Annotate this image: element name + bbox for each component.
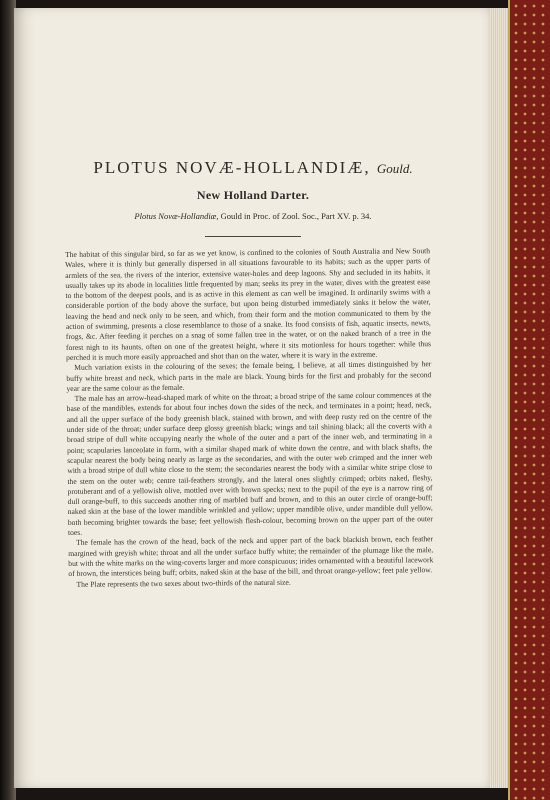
title-block — [14, 158, 492, 237]
paragraph-plate: The Plate represents the two sexes about two-thirds of the natural size. — [76, 577, 291, 589]
paragraph-female: The female has the crown of the head, back of the neck and upper part of the back blackish brown, each feather margined with greyish white; throat and all the under surface buffy white; the remainder of the plumage like the male, but with the white marks on the wing-coverts larger and more conspicuous; irides ornamented with a beautiful lacework of brown, the interstices being buff; orbits, naked skin at the base of the bill, and throat orange-yellow; feet pale yellow. — [68, 534, 434, 579]
marbled-cover — [510, 0, 550, 800]
common-name: New Holland Darter. — [196, 188, 310, 202]
section-rule — [205, 236, 301, 237]
reference-species: Plotus Novæ-Hollandiæ, — [134, 211, 219, 221]
species-title — [14, 158, 492, 178]
paragraph-habitat: The habitat of this singular bird, so far as we yet know, is confined to the colonies of South Australia and New South Wales, where it is thinly but generally dispersed in all situations favourable to its habits; such as the upper parts of armlets of the sea, the rivers of the interior, extensive water-holes and deep lagoons. Shy and secluded in its habits, it usually takes up its abode in localities little frequented by man; seeks its prey in the water, dives with the greatest ease to the bottom of the deepest pools, and is as active in this element as can well be imagined. It ordinarily swims with a considerable portion of the body above the surface, but upon being disturbed immediately sinks it below the water, leaving the head and neck only to be seen, and which, from their form and the motion communicated to them by the action of swimming, presents a close resemblance to those of a snake. Its food consists of fish, aquatic insects, newts, frogs, &c. After feeding it perches on a snag of some fallen tree in the water, or on the naked branch of a tree in the forest nigh to its haunts, often on one of the greatest height, where it sits motionless for hours together: while thus perched it is much more easily approached and shot than on the water, where it is wary in the extreme. — [65, 246, 432, 362]
paragraph-variation: Much variation exists in the colouring of the sexes; the female being, I believe, at all times distinguished by her buffy white breast and neck, which parts in the male are black. Young birds for the first and probably for the second year are the same colour as the female. — [66, 359, 432, 393]
reference-citation: Gould in Proc. of Zool. Soc., Part XV. p. 34. — [218, 211, 372, 221]
body-text — [65, 246, 434, 590]
reference-line — [14, 211, 492, 221]
species-name: PLOTUS NOVÆ-HOLLANDIÆ, — [93, 158, 371, 177]
paragraph-male: The male has an arrow-head-shaped mark of white on the throat; a broad stripe of the same colour commences at the base of the mandibles, extends for about four inches down the sides of the neck, and terminates in a point; head, neck, and all the upper surface of the body greenish black, stained with brown, and with deep rusty red on the centre of the under side of the throat; under surface deep glossy greenish black; wings and tail shining black; all the coverts with a broad stripe of dull white occupying nearly the whole of the outer and a part of the inner web, and terminating in a point; scapularies lanceolate in form, with a similar shaped mark of white down the centre, and with black shafts, the scapular nearest the body being nearly as large as the secondaries, and with the outer web crimped and the inner web with a broad stripe of dull white close to the stem; the secondaries nearest the body with a similar white stripe close to the stem on the outer web; centre tail-feathers strongly, and the lateral ones slightly crimped; orbits naked, fleshy, protuberant and of a yellowish olive, mottled over with brown specks; next to the pupil of the eye is a narrow ring of dull orange-buff, to this succeeds another ring of marbled buff and brown, and to this an outer circle of orange-buff; naked skin at the base of the lower mandible wrinkled and yellow; upper mandible olive, under mandible dull yellow, both becoming brighter towards the base; feet yellowish flesh-colour, becoming brown on the upper part of the outer toes. — [66, 390, 433, 537]
species-author: Gould. — [376, 161, 413, 176]
